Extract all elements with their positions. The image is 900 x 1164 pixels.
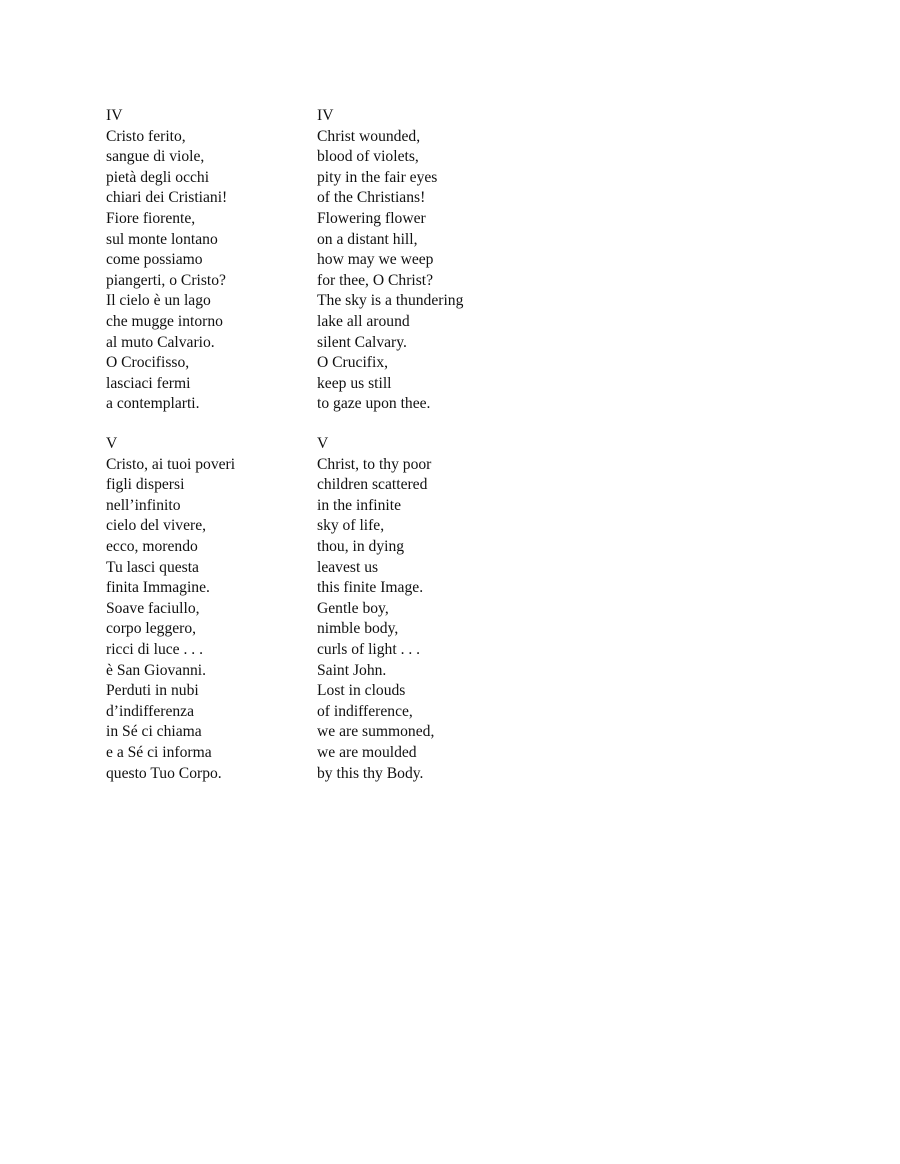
italian-verse-line: ecco, morendo: [106, 537, 198, 555]
verse-line-pair: [106, 475, 526, 496]
italian-verse-line: d’indifferenza: [106, 702, 195, 720]
english-verse-line: blood of violets,: [317, 148, 419, 166]
italian-verse-line: e a Sé ci informa: [106, 743, 212, 761]
english-verse-line: Lost in clouds: [317, 682, 406, 700]
italian-verse-line: Tu lasci questa: [106, 558, 199, 576]
italian-verse-line: nell’infinito: [106, 496, 181, 514]
italian-verse-line: è San Giovanni.: [106, 661, 207, 679]
english-verse-line: keep us still: [317, 374, 392, 392]
italian-verse-line: O Crocifisso,: [106, 354, 190, 372]
verse-line-pair: [106, 271, 526, 292]
verse-line-pair: [106, 743, 526, 764]
italian-verse-line: corpo leggero,: [106, 620, 197, 638]
english-verse-line: of indifference,: [317, 702, 413, 720]
section-numeral-italian: IV: [106, 107, 123, 124]
verse-line-pair: [106, 619, 526, 640]
verse-line-pair: [106, 537, 526, 558]
verse-line-pair: [106, 455, 526, 476]
italian-verse-line: figli dispersi: [106, 476, 185, 494]
verse-line-pair: [106, 312, 526, 333]
italian-verse-line: Cristo ferito,: [106, 127, 186, 145]
english-verse-line: nimble body,: [317, 620, 399, 638]
verse-line-pair: [106, 722, 526, 743]
english-verse-line: we are moulded: [317, 743, 417, 761]
verse-line-pair: [106, 496, 526, 517]
italian-verse-line: che mugge intorno: [106, 312, 223, 330]
verse-line-pair: [106, 394, 526, 415]
verse-line-pair: [106, 578, 526, 599]
english-verse-line: Gentle boy,: [317, 599, 389, 617]
section-numeral-english: IV: [317, 107, 334, 124]
verse-line-pair: [106, 516, 526, 537]
verse-line-pair: [106, 640, 526, 661]
english-verse-line: thou, in dying: [317, 537, 405, 555]
english-verse-line: children scattered: [317, 476, 428, 494]
verse-line-pair: [106, 434, 526, 455]
verse-line-pair: [106, 168, 526, 189]
italian-verse-line: a contemplarti.: [106, 395, 200, 413]
verse-line-pair: [106, 209, 526, 230]
english-verse-line: to gaze upon thee.: [317, 395, 431, 413]
english-verse-line: Christ, to thy poor: [317, 455, 432, 473]
english-verse-line: this finite Image.: [317, 579, 424, 597]
verse-line-pair: [106, 291, 526, 312]
verse-line-pair: [106, 599, 526, 620]
english-verse-line: O Crucifix,: [317, 354, 389, 372]
english-verse-line: in the infinite: [317, 496, 402, 514]
english-verse-line: sky of life,: [317, 517, 385, 535]
stanza-iv: [106, 106, 526, 415]
english-verse-line: silent Calvary.: [317, 333, 407, 351]
italian-verse-line: Cristo, ai tuoi poveri: [106, 455, 236, 473]
english-verse-line: Saint John.: [317, 661, 387, 679]
english-verse-line: by this thy Body.: [317, 764, 424, 782]
verse-line-pair: [106, 147, 526, 168]
italian-verse-line: come possiamo: [106, 251, 203, 269]
english-verse-line: for thee, O Christ?: [317, 271, 434, 289]
english-verse-line: The sky is a thundering: [317, 292, 464, 310]
section-numeral-english: V: [317, 435, 329, 452]
english-verse-line: on a distant hill,: [317, 230, 418, 248]
verse-line-pair: [106, 661, 526, 682]
italian-verse-line: pietà degli occhi: [106, 168, 210, 186]
verse-line-pair: [106, 333, 526, 354]
italian-verse-line: Soave faciullo,: [106, 599, 200, 617]
italian-verse-line: Perduti in nubi: [106, 682, 199, 700]
english-verse-line: lake all around: [317, 312, 410, 330]
verse-line-pair: [106, 230, 526, 251]
italian-verse-line: Fiore fiorente,: [106, 209, 196, 227]
italian-verse-line: questo Tuo Corpo.: [106, 764, 222, 782]
section-numeral-italian: V: [106, 435, 118, 452]
english-verse-line: Flowering flower: [317, 209, 426, 227]
verse-line-pair: [106, 374, 526, 395]
italian-verse-line: Il cielo è un lago: [106, 292, 211, 310]
verse-line-pair: [106, 106, 526, 127]
english-verse-line: of the Christians!: [317, 189, 426, 207]
verse-line-pair: [106, 353, 526, 374]
english-verse-line: Christ wounded,: [317, 127, 421, 145]
english-verse-line: curls of light . . .: [317, 640, 421, 658]
verse-line-pair: [106, 250, 526, 271]
english-verse-line: how may we weep: [317, 251, 434, 269]
italian-verse-line: ricci di luce . . .: [106, 640, 203, 658]
verse-line-pair: [106, 764, 526, 785]
verse-line-pair: [106, 681, 526, 702]
italian-verse-line: finita Immagine.: [106, 579, 210, 597]
italian-verse-line: sangue di viole,: [106, 148, 205, 166]
italian-verse-line: al muto Calvario.: [106, 333, 215, 351]
verse-line-pair: [106, 558, 526, 579]
italian-verse-line: cielo del vivere,: [106, 517, 207, 535]
english-verse-line: pity in the fair eyes: [317, 168, 438, 186]
verse-line-pair: [106, 188, 526, 209]
verse-line-pair: [106, 702, 526, 723]
english-verse-line: we are summoned,: [317, 723, 435, 741]
english-verse-line: leavest us: [317, 558, 379, 576]
stanza-v: [106, 434, 526, 784]
italian-verse-line: in Sé ci chiama: [106, 723, 202, 741]
italian-verse-line: sul monte lontano: [106, 230, 218, 248]
verse-line-pair: [106, 127, 526, 148]
italian-verse-line: piangerti, o Cristo?: [106, 271, 226, 289]
italian-verse-line: chiari dei Cristiani!: [106, 189, 228, 207]
italian-verse-line: lasciaci fermi: [106, 374, 191, 392]
